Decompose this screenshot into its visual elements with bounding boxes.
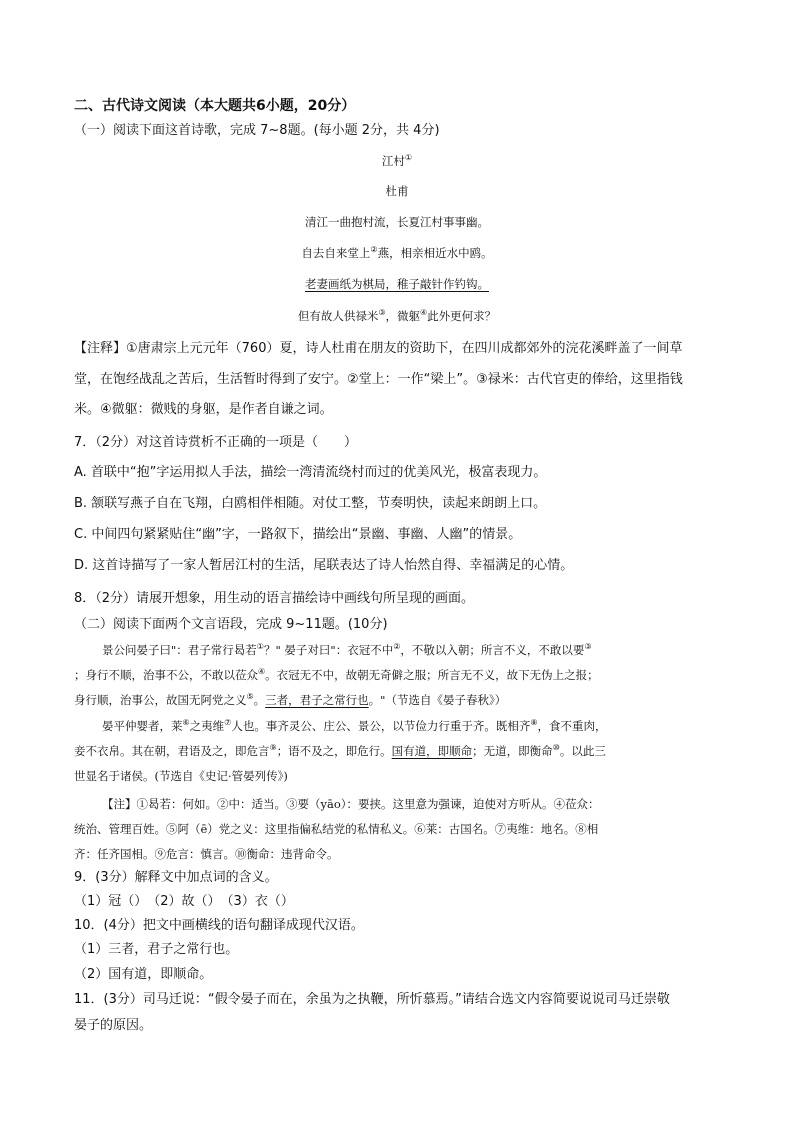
- question-7-option-d: D. 这首诗描写了一家人暂居江村的生活，尾联表达了诗人怡然自得、幸福满足的心情。: [74, 558, 574, 573]
- question-10-item-1: （1）三者，君子之常行也。: [74, 942, 239, 957]
- poem-line-1: 清江一曲抱村流，长夏江村事事幽。: [305, 215, 489, 229]
- passage-1-line-1: 景公问晏子曰"：君子常行曷若①？" 晏子对曰"：衣冠不中②，不敬以入朝；所言不义，不敢以要③: [102, 642, 592, 657]
- passage-2-line-2: 妾不衣帛。其在朝，君语及之，即危言⑨；语不及之，即危行。国有道，即顺命；无道，即衡命⑩。以此三: [74, 743, 606, 758]
- passage-notes-line-2: 统治、管理百姓。⑤阿（ē）党之义：这里指偏私结党的私情私义。⑥莱：古国名。⑦夷维：地名。⑧相: [74, 822, 599, 836]
- poem-line-2: 自去自来堂上②燕，相亲相近水中鸥。: [301, 245, 493, 260]
- passage-notes-line-3: 齐：任齐国相。⑨危言：慎言。⑩衡命：违背命令。: [74, 847, 339, 861]
- question-9-items: （1）冠（） （2）故（） （3）衣（）: [74, 894, 294, 909]
- question-9-stem: 9．(3分）解释文中加点词的含义。: [74, 870, 278, 885]
- passage-notes-line-1: 【注】①曷若：何如。②中：适当。③要（yāo）：要挟。这里意为强谏，迫使对方听从。④莅众：: [102, 797, 600, 811]
- passage-1-line-2: ；身行不顺，治事不公，不敢以莅众④。衣冠无不中，故朝无奇僻之服；所言无不义，故下无伪上之报；: [74, 667, 599, 682]
- question-11-line-2: 晏子的原因。: [74, 1018, 153, 1033]
- poem-annotation-line-3: 米。④微躯：微贱的身躯，是作者自谦之词。: [74, 402, 333, 417]
- question-10-stem: 10．(4分）把文中画横线的语句翻译成现代汉语。: [74, 918, 364, 933]
- section-title: 二、古代诗文阅读（本大题共6小题，20分）: [74, 98, 356, 114]
- question-11-line-1: 11．(3分）司马迁说：“假令晏子而在，余虽为之执鞭，所忻慕焉。”请结合选文内容简要说说司马迁崇敬: [74, 992, 670, 1007]
- question-7-option-a: A. 首联中“抱”字运用拟人手法，描绘一湾清流绕村而过的优美风光，极富表现力。: [74, 465, 547, 480]
- poem-annotation-line-1: 【注释】①唐肃宗上元元年（760）夏，诗人杜甫在朋友的资助下，在四川成都郊外的浣花溪畔盖了一间草: [74, 341, 683, 356]
- part1-intro: （一）阅读下面这首诗歌，完成 7~8题。(每小题 2分，共 4分): [74, 123, 440, 138]
- poem-author: 杜甫: [385, 184, 409, 198]
- question-7-option-c: C. 中间四句紧紧贴住“幽”字，一路叙下，描绘出“景幽、事幽、人幽”的情景。: [74, 527, 522, 542]
- passage-2-line-3: 世显名于诸侯。(节选自《史记·管晏列传》): [74, 769, 288, 783]
- passage-2-line-1: 晏平仲婴者，莱⑥之夷维⑦人也。事齐灵公、庄公、景公，以节俭力行重于齐。既相齐⑧，食不重肉，: [102, 718, 607, 733]
- poem-line-3-underlined: 老妻画纸为棋局，稚子敲针作钓钩。: [305, 277, 489, 291]
- poem-annotation-line-2: 堂，在饱经战乱之苦后，生活暂时得到了安宁。②堂上：一作“梁上”。③禄米：古代官吏的俸给，这里指钱: [74, 372, 683, 387]
- poem-title: 江村①: [381, 153, 413, 168]
- question-7-option-b: B. 颔联写燕子自在飞翔，白鸥相伴相随。对仗工整，节奏明快，读起来朗朗上口。: [74, 496, 547, 511]
- part2-intro: （二）阅读下面两个文言语段，完成 9~11题。(10分): [74, 617, 388, 632]
- passage-1-line-3: 身行顺，治事公，故国无阿党之义⑤。三者，君子之常行也。"（节选自《晏子春秋》）: [74, 692, 507, 707]
- question-8-stem: 8．（2分）请展开想象，用生动的语言描绘诗中画线句所呈现的画面。: [74, 591, 475, 606]
- question-10-item-2: （2）国有道，即顺命。: [74, 967, 213, 982]
- question-7-stem: 7．（2分）对这首诗赏析不正确的一项是（ ）: [74, 435, 358, 450]
- poem-line-4: 但有故人供禄米③，微躯④此外更何求？: [297, 308, 497, 323]
